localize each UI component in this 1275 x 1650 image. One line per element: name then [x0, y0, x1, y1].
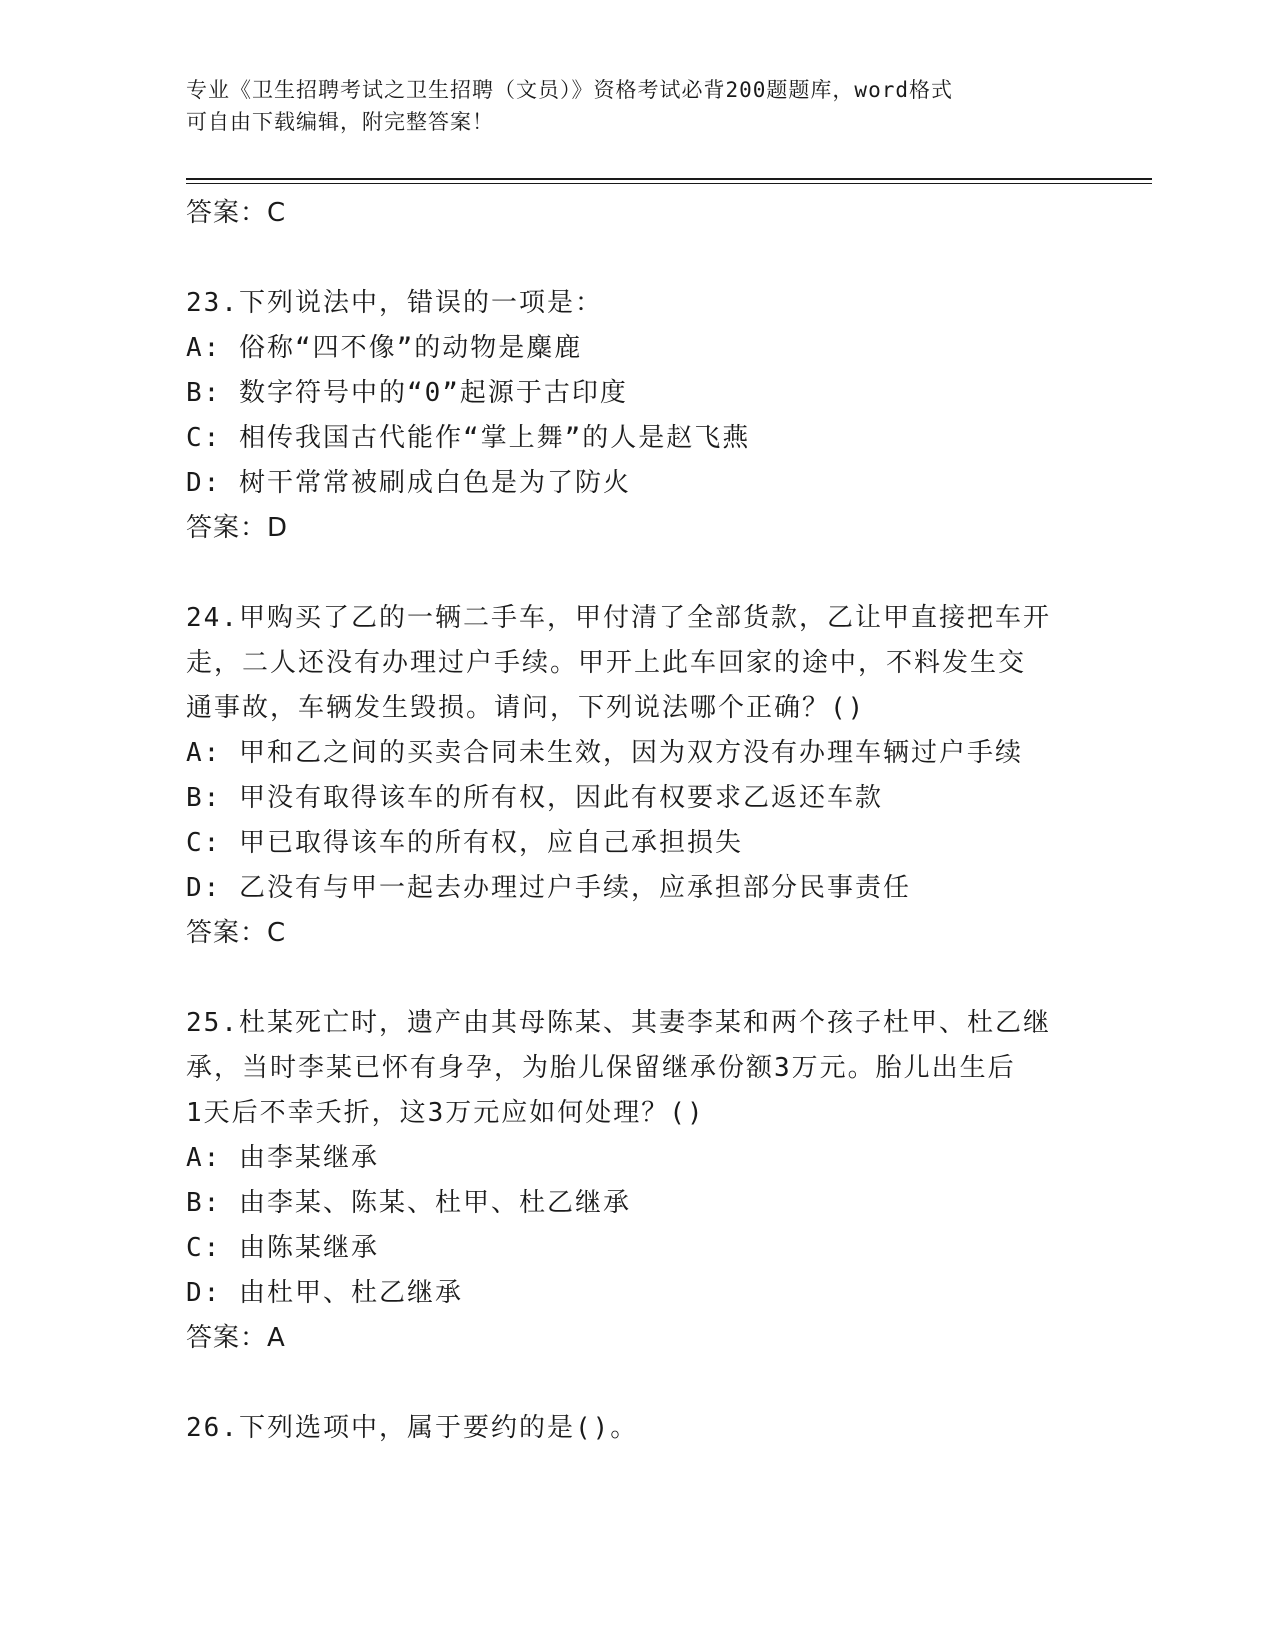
spacer: [186, 551, 1086, 596]
answer-value: C: [267, 198, 287, 228]
question-text: 23.下列说法中，错误的一项是：: [186, 288, 603, 318]
option-c: C: 相传我国古代能作“掌上舞”的人是赵飞燕: [186, 423, 751, 453]
answer-value: C: [267, 918, 287, 948]
answer-line: [186, 191, 1086, 236]
answer-value: A: [267, 1323, 286, 1353]
answer-label: 答案：: [186, 918, 268, 948]
spacer: [186, 1361, 1086, 1406]
question-text-line-3: 1天后不幸夭折，这3万元应如何处理？(): [186, 1098, 705, 1128]
question-text-line-2: 走，二人还没有办理过户手续。甲开上此车回家的途中，不料发生交: [186, 648, 1027, 678]
question-text-line-2: 承，当时李某已怀有身孕，为胎儿保留继承份额3万元。胎儿出生后: [186, 1053, 1016, 1083]
question-block: [186, 1406, 1086, 1451]
option-a: A: 俗称“四不像”的动物是麋鹿: [186, 333, 583, 363]
option-d: D: 由杜甲、杜乙继承: [186, 1278, 463, 1308]
option-c: C: 由陈某继承: [186, 1233, 379, 1263]
header-rule-thick: [186, 178, 1152, 180]
answer-line: [186, 506, 1086, 551]
option-b: B: 数字符号中的“0”起源于古印度: [186, 378, 628, 408]
option-c: C: 甲已取得该车的所有权，应自己承担损失: [186, 828, 743, 858]
answer-label: 答案：: [186, 513, 268, 543]
answer-value: D: [267, 513, 289, 543]
question-text-line-3: 通事故，车辆发生毁损。请问，下列说法哪个正确？(): [186, 693, 866, 723]
option-d: D: 乙没有与甲一起去办理过户手续，应承担部分民事责任: [186, 873, 911, 903]
header-line-2: 可自由下载编辑，附完整答案！: [186, 110, 494, 134]
option-b: B: 甲没有取得该车的所有权，因此有权要求乙返还车款: [186, 783, 883, 813]
question-block: [186, 596, 1086, 956]
question-text-line-1: 24.甲购买了乙的一辆二手车，甲付清了全部货款，乙让甲直接把车开: [186, 603, 1051, 633]
document-header: [186, 74, 1066, 138]
answer-line: [186, 1316, 1086, 1361]
option-a: A: 甲和乙之间的买卖合同未生效，因为双方没有办理车辆过户手续: [186, 738, 1023, 768]
answer-label: 答案：: [186, 198, 268, 228]
spacer: [186, 956, 1086, 1001]
question-block: [186, 1001, 1086, 1361]
question-text-line-1: 25.杜某死亡时，遗产由其母陈某、其妻李某和两个孩子杜甲、杜乙继: [186, 1008, 1051, 1038]
question-text: 26.下列选项中，属于要约的是()。: [186, 1413, 639, 1443]
question-block: [186, 281, 1086, 551]
answer-line: [186, 911, 1086, 956]
header-line-1: 专业《卫生招聘考试之卫生招聘（文员）》资格考试必背200题题库，word格式: [186, 78, 953, 102]
answer-block: [186, 191, 1086, 236]
spacer: [186, 236, 1086, 281]
option-b: B: 由李某、陈某、杜甲、杜乙继承: [186, 1188, 631, 1218]
option-a: A: 由李某继承: [186, 1143, 379, 1173]
answer-label: 答案：: [186, 1323, 268, 1353]
question-list: [186, 191, 1086, 1451]
option-d: D: 树干常常被刷成白色是为了防火: [186, 468, 631, 498]
header-rule-thin: [186, 183, 1152, 184]
